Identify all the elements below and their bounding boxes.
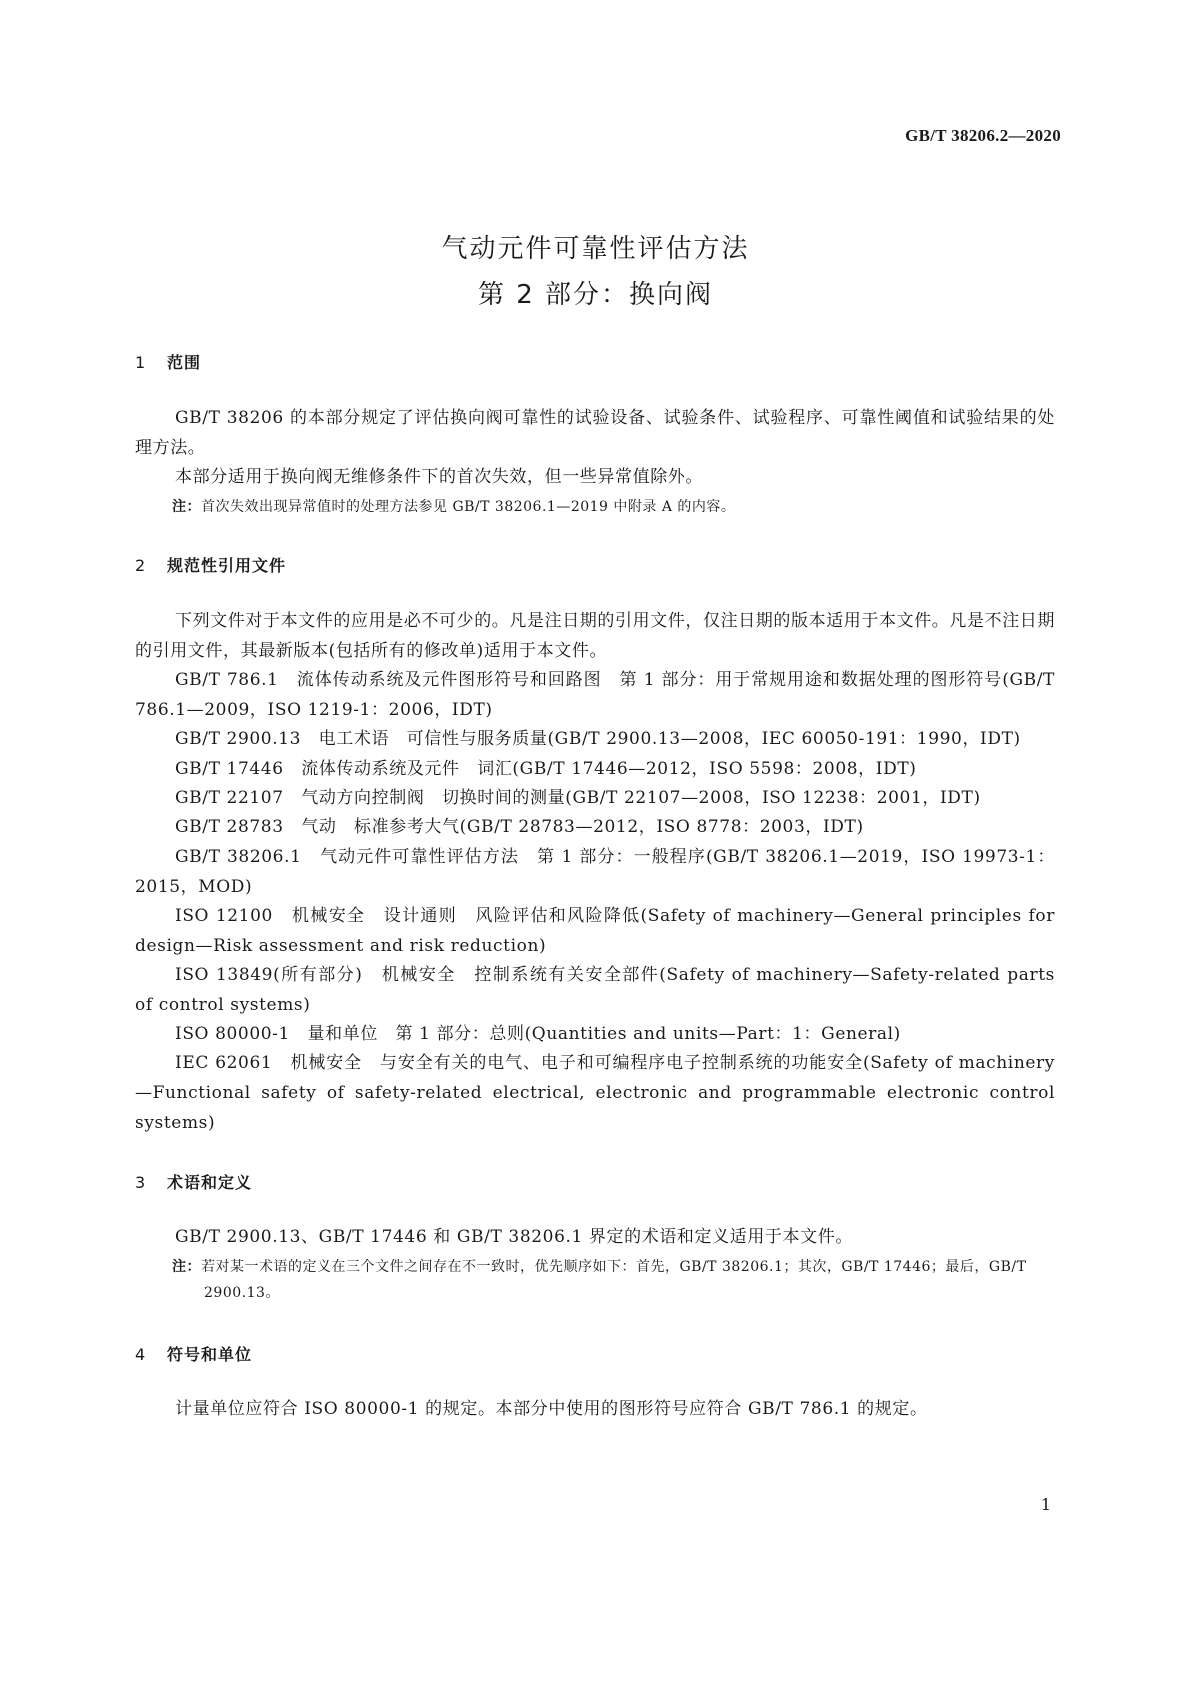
standard-code: GB/T 38206.2—2020 [905,126,1061,145]
terms-paragraph: GB/T 2900.13、GB/T 17446 和 GB/T 38206.1 界定的术语和定义适用于本文件。 [175,1227,853,1247]
reference-item: GB/T 28783 气动 标准参考大气(GB/T 28783—2012，ISO 8778：2003，IDT) [175,817,864,837]
scope-paragraph-1: GB/T 38206 的本部分规定了评估换向阀可靠性的试验设备、试验条件、试验程序、可靠性阈值和试验结果的处理方法。 [135,408,1055,458]
reference-item: IEC 62061 机械安全 与安全有关的电气、电子和可编程序电子控制系统的功能安全(Safety of machinery—Functional safety of safety-related electrical, electronic and programmable electronic control systems) [135,1053,1055,1133]
section-title: 范围 [167,353,202,372]
reference-item: GB/T 17446 流体传动系统及元件 词汇(GB/T 17446—2012，ISO 5598：2008，IDT) [175,759,917,779]
reference-item: GB/T 2900.13 电工术语 可信性与服务质量(GB/T 2900.13—2008，IEC 60050-191：1990，IDT) [175,729,1021,749]
section-number: 1 [135,353,147,372]
reference-item: GB/T 786.1 流体传动系统及元件图形符号和回路图 第 1 部分：用于常规用途和数据处理的图形符号(GB/T 786.1—2009，ISO 1219-1：2006，IDT) [135,670,1055,720]
section-heading-2 [135,553,286,576]
section-number: 3 [135,1173,147,1192]
note-text: 若对某一术语的定义在三个文件之间存在不一致时，优先顺序如下：首先，GB/T 38206.1；其次，GB/T 17446；最后，GB/T 2900.13。 [201,1259,1027,1301]
section-heading-3 [135,1170,252,1193]
note-label: 注： [172,1259,201,1275]
reference-item: GB/T 22107 气动方向控制阀 切换时间的测量(GB/T 22107—2008，ISO 12238：2001，IDT) [175,788,981,808]
document-subtitle: 第 2 部分：换向阀 [477,280,714,310]
symbols-paragraph: 计量单位应符合 ISO 80000-1 的规定。本部分中使用的图形符号应符合 GB/T 786.1 的规定。 [175,1399,928,1419]
note-text: 首次失效出现异常值时的处理方法参见 GB/T 38206.1—2019 中附录 A 的内容。 [201,499,736,515]
page-number: 1 [1040,1495,1051,1514]
reference-item: ISO 13849(所有部分) 机械安全 控制系统有关安全部件(Safety of machinery—Safety-related parts of control systems) [135,965,1055,1015]
scope-note [172,494,1056,520]
section-heading-1 [135,350,201,373]
section-heading-4 [135,1342,252,1365]
terms-note [172,1254,1056,1306]
section-number: 2 [135,556,147,575]
reference-item: ISO 80000-1 量和单位 第 1 部分：总则(Quantities and units—Part：1：General) [175,1024,901,1044]
note-label: 注： [172,499,201,515]
document-title: 气动元件可靠性评估方法 [441,234,750,264]
section-title: 规范性引用文件 [167,556,287,575]
section-title: 符号和单位 [167,1345,253,1364]
reference-item: GB/T 38206.1 气动元件可靠性评估方法 第 1 部分：一般程序(GB/T 38206.1—2019，ISO 19973-1：2015，MOD) [135,847,1055,897]
section-number: 4 [135,1345,147,1364]
section-title: 术语和定义 [167,1173,253,1192]
scope-paragraph-2: 本部分适用于换向阀无维修条件下的首次失效，但一些异常值除外。 [175,467,703,487]
references-intro: 下列文件对于本文件的应用是必不可少的。凡是注日期的引用文件，仅注日期的版本适用于本文件。凡是不注日期的引用文件，其最新版本(包括所有的修改单)适用于本文件。 [135,611,1055,661]
reference-item: ISO 12100 机械安全 设计通则 风险评估和风险降低(Safety of machinery—General principles for design—Risk assessment and risk reduction) [135,906,1055,956]
